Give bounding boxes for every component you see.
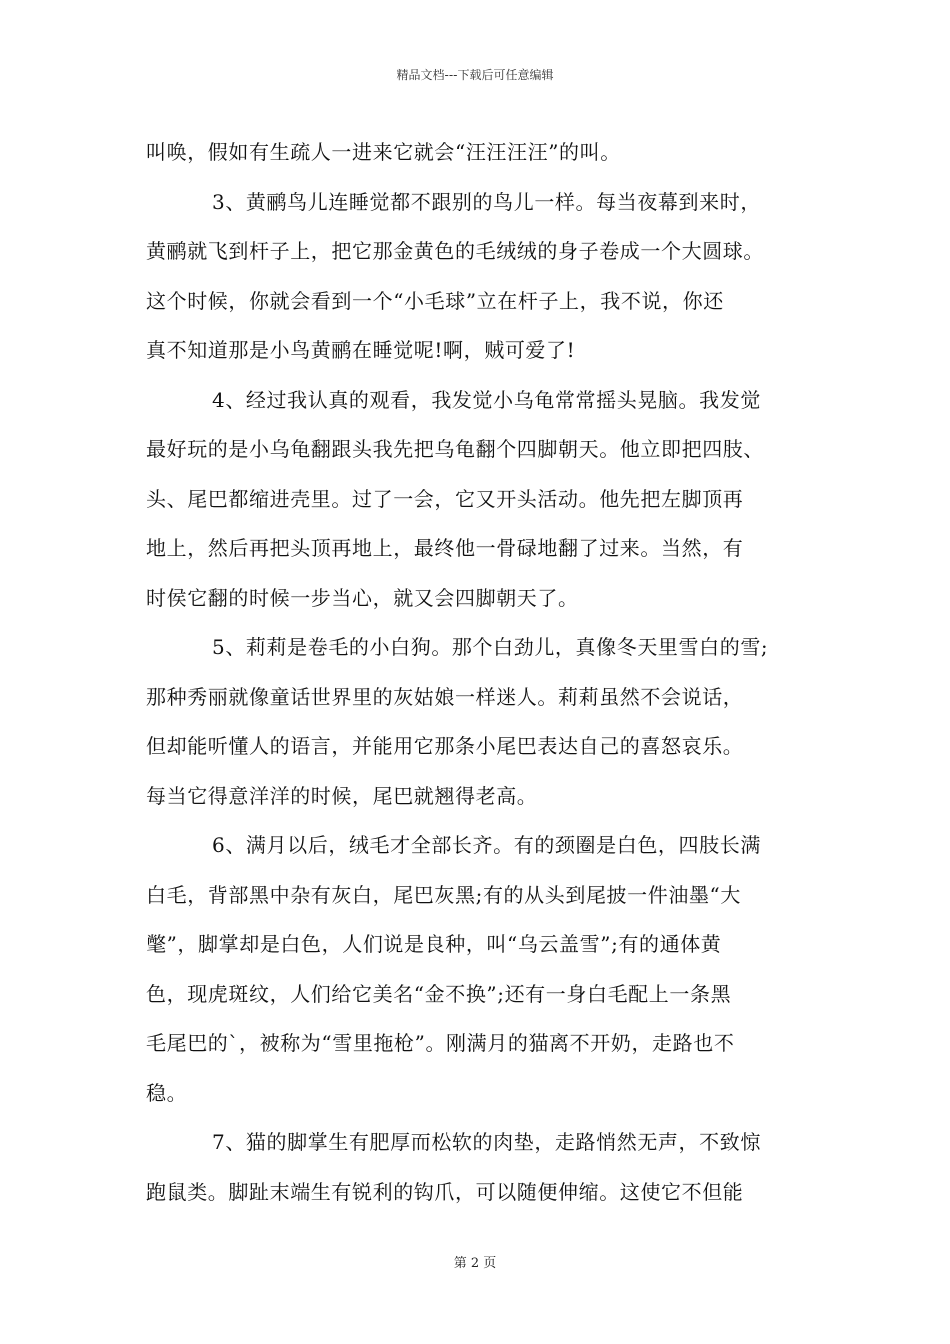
paragraph-start-line: 5、莉莉是卷毛的小白狗。那个白劲儿，真像冬天里雪白的雪; (212, 635, 769, 659)
text-line: 黄鹂就飞到杆子上，把它那金黄色的毛绒绒的身子卷成一个大圆球。 (146, 239, 764, 263)
paragraph-start-line: 4、经过我认真的观看，我发觉小乌龟常常摇头晃脑。我发觉 (212, 387, 761, 412)
text-line: 稳。 (146, 1080, 188, 1105)
text-line: 白毛，背部黑中杂有灰白，尾巴灰黑;有的从头到尾披一件油墨“大 (146, 882, 741, 907)
text-line: 头、尾巴都缩进壳里。过了一会，它又开头活动。他先把左脚顶再 (146, 486, 744, 511)
text-line: 这个时候，你就会看到一个“小毛球”立在杆子上，我不说，你还 (146, 288, 724, 313)
paragraph-start-line: 3、黄鹂鸟儿连睡觉都不跟别的鸟儿一样。每当夜幕到来时， (212, 189, 761, 214)
text-line: 真不知道那是小鸟黄鹂在睡觉呢!啊，贼可爱了! (146, 338, 576, 362)
paragraph-start-line: 7、猫的脚掌生有肥厚而松软的肉垫，走路悄然无声，不致惊 (212, 1130, 761, 1154)
text-line: 叫唤，假如有生疏人一进来它就会“汪汪汪汪”的叫。 (146, 140, 621, 164)
paragraph-start-line: 6、满月以后，绒毛才全部长齐。有的颈圈是白色，四肢长满 (212, 833, 761, 857)
document-body (146, 128, 826, 1217)
text-line: 最好玩的是小乌龟翻跟头我先把乌龟翻个四脚朝天。他立即把四肢、 (146, 437, 764, 461)
text-line: 那种秀丽就像童话世界里的灰姑娘一样迷人。莉莉虽然不会说话， (146, 684, 744, 709)
text-line: 跑鼠类。脚趾末端生有锐利的钩爪，可以随便伸缩。这使它不但能 (146, 1179, 744, 1204)
page-number: 第 2 页 (453, 1256, 497, 1271)
text-line: 每当它得意洋洋的时候，尾巴就翘得老高。 (146, 783, 538, 808)
text-line: 毛尾巴的`，被称为“雪里拖枪”。刚满月的猫离不开奶，走路也不 (146, 1031, 735, 1055)
text-line: 但却能听懂人的语言，并能用它那条小尾巴表达自己的喜怒哀乐。 (146, 734, 744, 758)
page-header: 精品文档---下载后可任意编辑 (396, 68, 554, 82)
text-line: 时侯它翻的时候一步当心，就又会四脚朝天了。 (146, 585, 579, 610)
text-line: 地上，然后再把头顶再地上，最终他一骨碌地翻了过来。当然，有 (146, 536, 744, 560)
text-line: 氅”，脚掌却是白色，人们说是良种，叫“乌云盖雪”;有的通体黄 (146, 932, 722, 956)
text-line: 色，现虎斑纹，人们给它美名“金不换”;还有一身白毛配上一条黑 (146, 981, 732, 1006)
